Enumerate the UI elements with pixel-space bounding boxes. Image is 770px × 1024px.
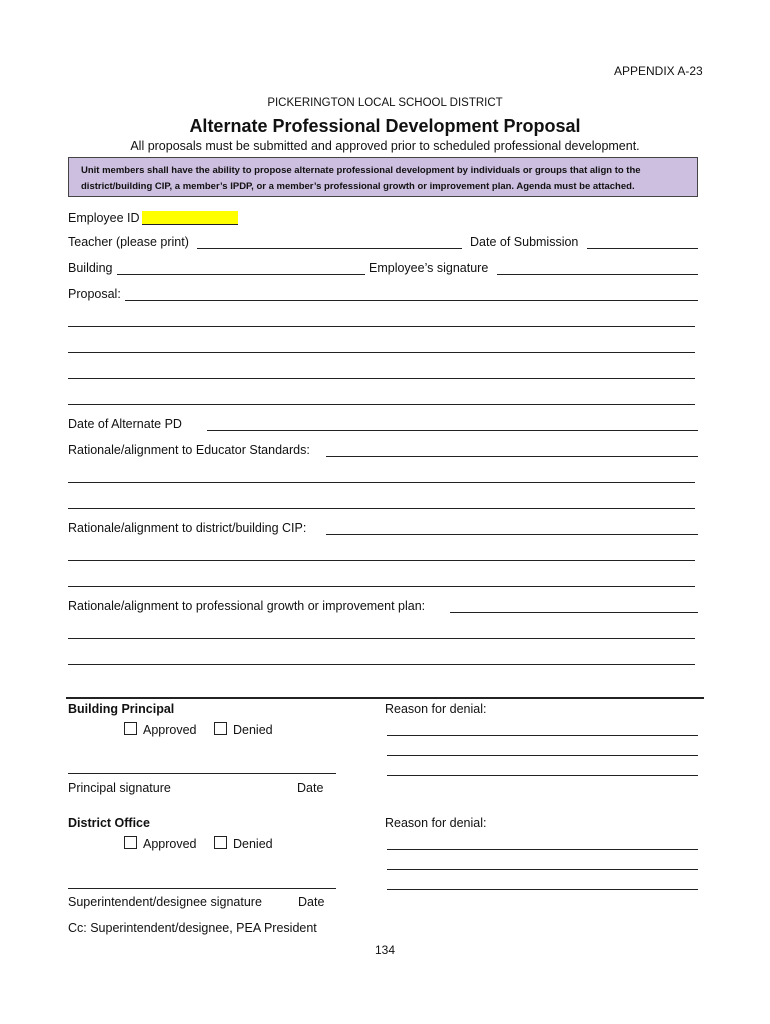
approved-label: Approved	[143, 837, 197, 851]
cc-line: Cc: Superintendent/designee, PEA President	[68, 921, 317, 935]
principal-approved-option[interactable]	[124, 722, 197, 737]
principal-reason-line[interactable]	[387, 735, 698, 736]
building-field[interactable]	[117, 274, 365, 275]
page-number: 134	[374, 943, 396, 957]
proposal-line[interactable]	[68, 352, 695, 353]
denied-checkbox[interactable]	[214, 722, 227, 735]
date-alt-pd-label: Date of Alternate PD	[68, 417, 182, 431]
page-title: Alternate Professional Development Proposal	[189, 116, 581, 136]
district-reason-line[interactable]	[387, 869, 698, 870]
employee-id-field[interactable]	[142, 211, 238, 225]
notice-box	[68, 157, 698, 197]
superintendent-signature-field[interactable]	[68, 888, 336, 889]
principal-date-label: Date	[297, 781, 324, 795]
proposal-line[interactable]	[68, 404, 695, 405]
notice-line-1: Unit members shall have the ability to propose alternate professional development by individuals or groups that align to the	[81, 165, 641, 176]
teacher-label: Teacher (please print)	[68, 235, 189, 249]
rationale-growth-line[interactable]	[68, 638, 695, 639]
rationale-standards-line[interactable]	[68, 508, 695, 509]
approved-label: Approved	[143, 723, 197, 737]
proposal-line[interactable]	[68, 378, 695, 379]
page-subtitle: All proposals must be submitted and approved prior to scheduled professional development.	[130, 139, 640, 153]
teacher-field[interactable]	[197, 248, 462, 249]
district-name: PICKERINGTON LOCAL SCHOOL DISTRICT	[267, 97, 503, 109]
employee-signature-label: Employee’s signature	[369, 261, 489, 275]
district-denied-option[interactable]	[214, 836, 273, 851]
principal-denied-option[interactable]	[214, 722, 273, 737]
denied-checkbox[interactable]	[214, 836, 227, 849]
principal-signature-field[interactable]	[68, 773, 336, 774]
employee-id-label: Employee ID	[68, 211, 140, 225]
date-of-submission-label: Date of Submission	[470, 235, 579, 249]
notice-line-2: district/building CIP, a member’s IPDP, or a member’s professional growth or improvement plan. Agenda must be attached.	[81, 181, 635, 192]
rationale-cip-line[interactable]	[68, 560, 695, 561]
rationale-cip-field[interactable]	[326, 534, 698, 535]
building-label: Building	[68, 261, 113, 275]
district-reason-line[interactable]	[387, 889, 698, 890]
district-office-heading: District Office	[68, 816, 150, 830]
proposal-label: Proposal:	[68, 287, 121, 301]
employee-signature-field[interactable]	[497, 274, 698, 275]
district-date-label: Date	[298, 895, 325, 909]
district-approved-option[interactable]	[124, 836, 197, 851]
date-of-submission-field[interactable]	[587, 248, 698, 249]
section-divider	[66, 697, 704, 699]
approved-checkbox[interactable]	[124, 722, 137, 735]
rationale-cip-label: Rationale/alignment to district/building CIP:	[68, 521, 307, 535]
principal-signature-label: Principal signature	[68, 781, 171, 795]
rationale-standards-label: Rationale/alignment to Educator Standards:	[68, 443, 310, 457]
date-alt-pd-field[interactable]	[207, 430, 698, 431]
district-reason-label: Reason for denial:	[385, 816, 487, 830]
appendix-label: APPENDIX A-23	[614, 64, 703, 78]
rationale-standards-field[interactable]	[326, 456, 698, 457]
principal-reason-label: Reason for denial:	[385, 702, 487, 716]
denied-label: Denied	[233, 723, 273, 737]
proposal-line[interactable]	[68, 326, 695, 327]
denied-label: Denied	[233, 837, 273, 851]
principal-heading: Building Principal	[68, 702, 175, 716]
district-reason-line[interactable]	[387, 849, 698, 850]
principal-reason-line[interactable]	[387, 755, 698, 756]
rationale-standards-line[interactable]	[68, 482, 695, 483]
rationale-cip-line[interactable]	[68, 586, 695, 587]
rationale-growth-field[interactable]	[450, 612, 698, 613]
proposal-field[interactable]	[125, 300, 698, 301]
approved-checkbox[interactable]	[124, 836, 137, 849]
rationale-growth-line[interactable]	[68, 664, 695, 665]
superintendent-signature-label: Superintendent/designee signature	[68, 895, 262, 909]
principal-reason-line[interactable]	[387, 775, 698, 776]
rationale-growth-label: Rationale/alignment to professional growth or improvement plan:	[68, 599, 426, 613]
